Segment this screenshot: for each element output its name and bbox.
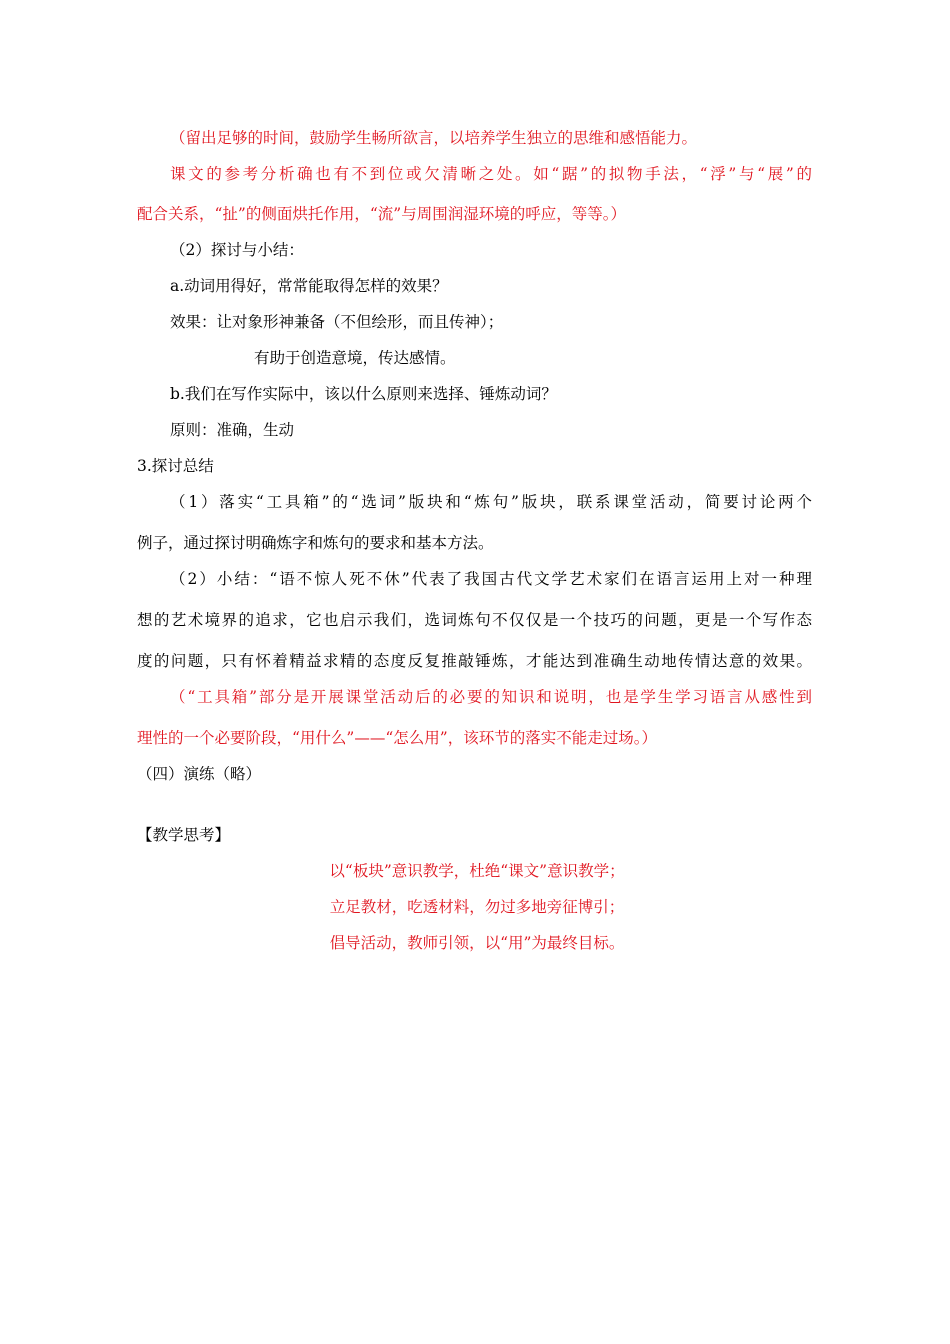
annotation-line-1: （留出足够的时间，鼓励学生畅所欲言，以培养学生独立的思维和感悟能力。 [170,129,698,147]
annotation-line-3: 配合关系，“扯”的侧面烘托作用，“流”与周围润湿环境的呼应，等等。） [137,205,626,223]
question-a: a.动词用得好，常常能取得怎样的效果？ [170,277,448,295]
section-heading-summary: 3.探讨总结 [137,457,214,475]
reflection-line-2: 立足教材，吃透材料，勿过多地旁征博引； [329,898,625,916]
summary-para-1-line-1: （1）落实“工具箱”的“选词”版块和“炼句”版块，联系课堂活动，简要讨论两个 [170,493,812,511]
reflection-line-3: 倡导活动，教师引领，以“用”为最终目标。 [329,934,625,952]
summary-para-2-line-1: （2）小结：“语不惊人死不休”代表了我国古代文学艺术家们在语言运用上对一种理 [170,570,812,588]
question-b: b.我们在写作实际中，该以什么原则来选择、锤炼动词？ [170,385,557,403]
annotation-line-4: （“工具箱”部分是开展课堂活动后的必要的知识和说明，也是学生学习语言从感性到 [170,688,812,706]
reflection-line-1: 以“板块”意识教学，杜绝“课文”意识教学； [329,862,625,880]
effect-line-2: 有助于创造意境，传达感情。 [254,349,456,367]
summary-para-1-line-2: 例子，通过探讨明确炼字和炼句的要求和基本方法。 [137,534,494,552]
summary-para-2-line-2: 想的艺术境界的追求，它也启示我们，选词炼句不仅仅是一个技巧的问题，更是一个写作态 [137,611,812,629]
annotation-line-5: 理性的一个必要阶段，“用什么”——“怎么用”，该环节的落实不能走过场。） [137,729,657,747]
summary-para-2-line-3: 度的问题，只有怀着精益求精的态度反复推敲锤炼，才能达到准确生动地传情达意的效果。 [137,652,812,670]
annotation-line-2: 课文的参考分析确也有不到位或欠清晰之处。如“踞”的拟物手法，“浮”与“展”的 [170,165,812,183]
section-heading-practice: （四）演练（略） [137,765,262,783]
effect-line: 效果：让对象形神兼备（不但绘形，而且传神）； [170,313,504,331]
section-heading-discuss: （2）探讨与小结： [170,241,304,259]
principle-line: 原则：准确，生动 [170,421,295,439]
reflection-heading: 【教学思考】 [137,826,231,844]
